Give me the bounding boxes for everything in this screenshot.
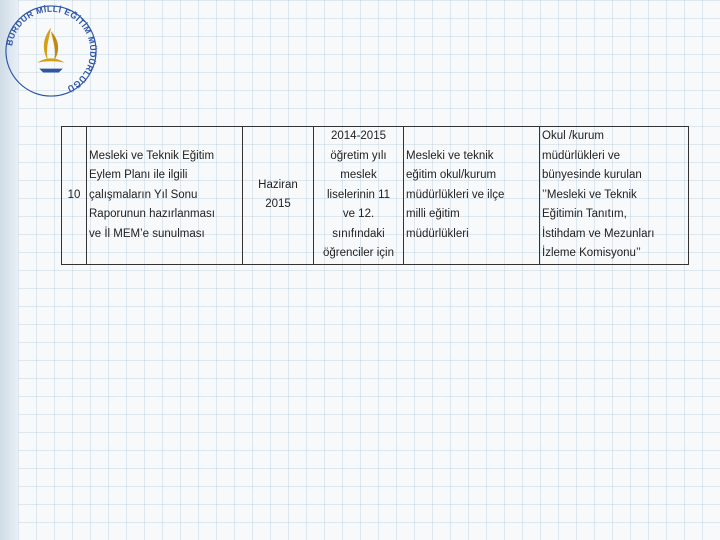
cooperation-cell: Okul /kurum müdürlükleri ve bünyesinde kurulan ’’Mesleki ve Teknik Eğitimin Tanıtım, İstihdam ve Mezunları İzleme Komisyonu’’ (540, 127, 689, 265)
date-cell: Haziran 2015 (243, 127, 314, 265)
table-row (62, 127, 689, 265)
activity-cell: Mesleki ve Teknik Eğitim Eylem Planı ile ilgili çalışmaların Yıl Sonu Raporunun hazırlanması ve İl MEM’e sunulması (87, 127, 243, 265)
action-plan-table (61, 126, 689, 265)
target-group-cell: 2014-2015 öğretim yılı meslek liselerinin 11 ve 12. sınıfındaki öğrenciler için (314, 127, 404, 265)
responsible-cell: Mesleki ve teknik eğitim okul/kurum müdürlükleri ve ilçe milli eğitim müdürlükleri (404, 127, 540, 265)
row-number-cell: 10 (62, 127, 87, 265)
svg-text:BURDUR MİLLİ EĞİTİM MÜDÜRLÜĞÜ: BURDUR MİLLİ EĞİTİM MÜDÜRLÜĞÜ (4, 3, 99, 95)
institution-seal-icon (2, 2, 100, 100)
